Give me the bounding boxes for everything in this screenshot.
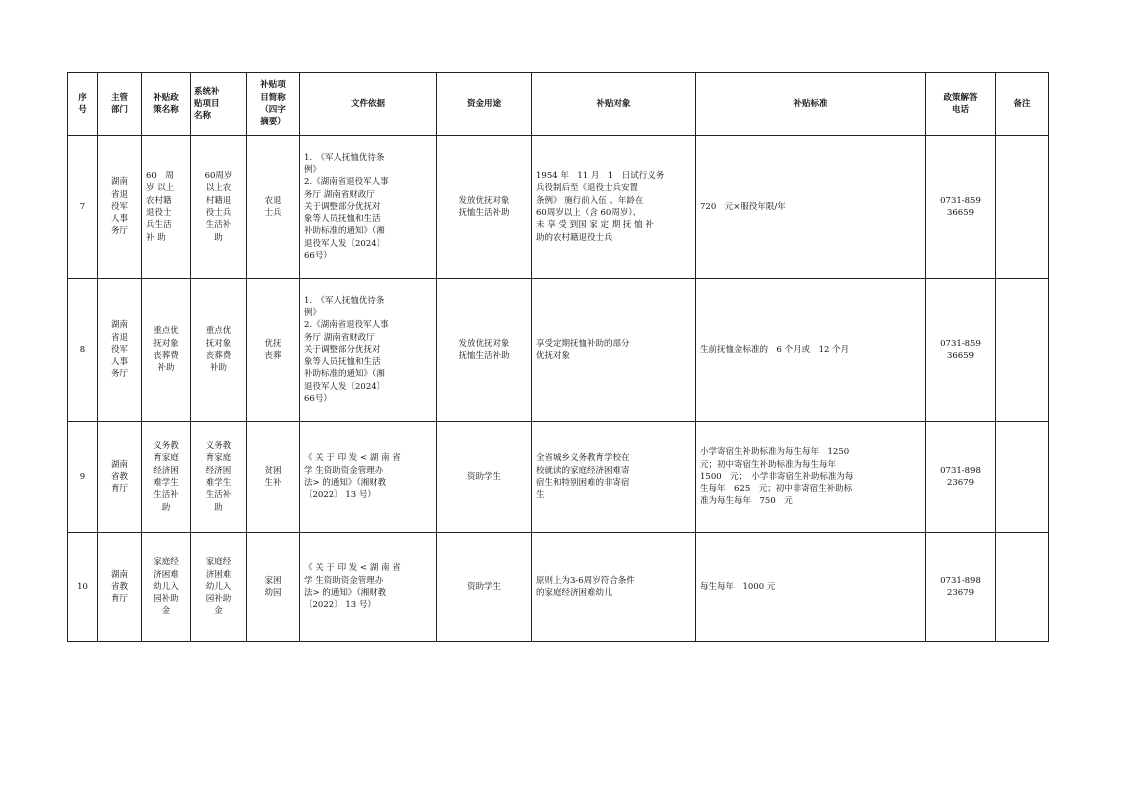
cell-short-name: 贫困 生补 (247, 422, 300, 533)
cell-phone: 0731-859 36659 (926, 279, 996, 422)
cell-short-name: 家困 幼园 (247, 533, 300, 642)
cell-phone: 0731-898 23679 (926, 533, 996, 642)
cell-policy-name: 60 周 岁 以上 农村籍 退役士 兵生活 补 助 (142, 136, 191, 279)
cell-policy-name: 家庭经 济困难 幼儿入 园补助 金 (142, 533, 191, 642)
cell-basis: 《 关 于 印 发 < 湖 南 省 学 生资助资金管理办 法> 的通知》（湘财教 〔2022〕 13 号） (300, 422, 437, 533)
cell-fund-use: 资助学生 (437, 422, 532, 533)
cell-short-name: 农退 士兵 (247, 136, 300, 279)
table-row (68, 533, 1049, 642)
cell-dept: 湖南 省退 役军 人事 务厅 (98, 279, 142, 422)
table-header-row (68, 73, 1049, 136)
cell-policy-name: 义务教 育家庭 经济困 难学生 生活补 助 (142, 422, 191, 533)
cell-standard: 小学寄宿生补助标准为每生每年 1250 元；初中寄宿生补助标准为每生每年 1500 元； 小学非寄宿生补助标准为每 生每年 625 元；初中非寄宿生补助标 准为每生每年 750 元 (696, 422, 926, 533)
cell-standard: 每生每年 1000 元 (696, 533, 926, 642)
header-target: 补贴对象 (532, 73, 696, 136)
header-system-name: 系统补 贴项目 名称 (191, 73, 247, 136)
cell-system-name: 重点优 抚对象 丧葬费 补助 (191, 279, 247, 422)
cell-target: 享受定期抚恤补助的部分 优抚对象 (532, 279, 696, 422)
table-row (68, 279, 1049, 422)
cell-seq: 10 (68, 533, 98, 642)
header-policy-name: 补贴政 策名称 (142, 73, 191, 136)
cell-dept: 湖南 省退 役军 人事 务厅 (98, 136, 142, 279)
cell-standard: 720 元×服役年限/年 (696, 136, 926, 279)
cell-fund-use: 发放优抚对象 抚恤生活补助 (437, 136, 532, 279)
cell-short-name: 优抚 丧葬 (247, 279, 300, 422)
cell-basis: 1. 《军人抚恤优待条 例》 2.《湖南省退役军人事 务厅 湖南省财政厅 关于调整部分优抚对 象等人员抚恤和生活 补助标准的通知》（湘 退役军人发〔2024〕 66号） (300, 136, 437, 279)
header-fund-use: 资金用途 (437, 73, 532, 136)
cell-system-name: 60周岁 以上农 村籍退 役士兵 生活补 助 (191, 136, 247, 279)
cell-dept: 湖南 省教 育厅 (98, 422, 142, 533)
cell-remark (996, 136, 1049, 279)
cell-target: 1954 年 11 月 1 日试行义务 兵役制后至《退役士兵安置 条例》 施行前入伍 、年龄在 60周岁以上（含 60周岁）、 未 享 受 到国 家 定 期 抚 恤 补 助的农村籍退役士兵 (532, 136, 696, 279)
header-seq: 序 号 (68, 73, 98, 136)
cell-target: 原则上为3-6周岁符合条件 的家庭经济困难幼儿 (532, 533, 696, 642)
header-standard: 补贴标准 (696, 73, 926, 136)
cell-seq: 8 (68, 279, 98, 422)
header-short-name: 补贴项 目简称 （四字 摘要） (247, 73, 300, 136)
header-remark: 备注 (996, 73, 1049, 136)
table-row (68, 136, 1049, 279)
header-dept: 主管 部门 (98, 73, 142, 136)
cell-basis: 《 关 于 印 发 < 湖 南 省 学 生资助资金管理办 法> 的通知》（湘财教 〔2022〕 13 号） (300, 533, 437, 642)
cell-remark (996, 422, 1049, 533)
cell-policy-name: 重点优 抚对象 丧葬费 补助 (142, 279, 191, 422)
cell-system-name: 义务教 育家庭 经济困 难学生 生活补 助 (191, 422, 247, 533)
cell-fund-use: 资助学生 (437, 533, 532, 642)
header-phone: 政策解答 电话 (926, 73, 996, 136)
cell-fund-use: 发放优抚对象 抚恤生活补助 (437, 279, 532, 422)
cell-phone: 0731-859 36659 (926, 136, 996, 279)
cell-target: 全省城乡义务教育学校在 校就读的家庭经济困难寄 宿生和特别困难的非寄宿 生 (532, 422, 696, 533)
table-row (68, 422, 1049, 533)
subsidy-policy-table (67, 72, 1049, 642)
cell-phone: 0731-898 23679 (926, 422, 996, 533)
cell-seq: 7 (68, 136, 98, 279)
cell-dept: 湖南 省教 育厅 (98, 533, 142, 642)
cell-remark (996, 279, 1049, 422)
cell-system-name: 家庭经 济困难 幼儿入 园补助 金 (191, 533, 247, 642)
cell-standard: 生前抚恤金标准的 6 个月或 12 个月 (696, 279, 926, 422)
cell-remark (996, 533, 1049, 642)
cell-basis: 1. 《军人抚恤优待条 例》 2.《湖南省退役军人事 务厅 湖南省财政厅 关于调整部分优抚对 象等人员抚恤和生活 补助标准的通知》（湘 退役军人发〔2024〕 66号） (300, 279, 437, 422)
header-basis: 文件依据 (300, 73, 437, 136)
cell-seq: 9 (68, 422, 98, 533)
